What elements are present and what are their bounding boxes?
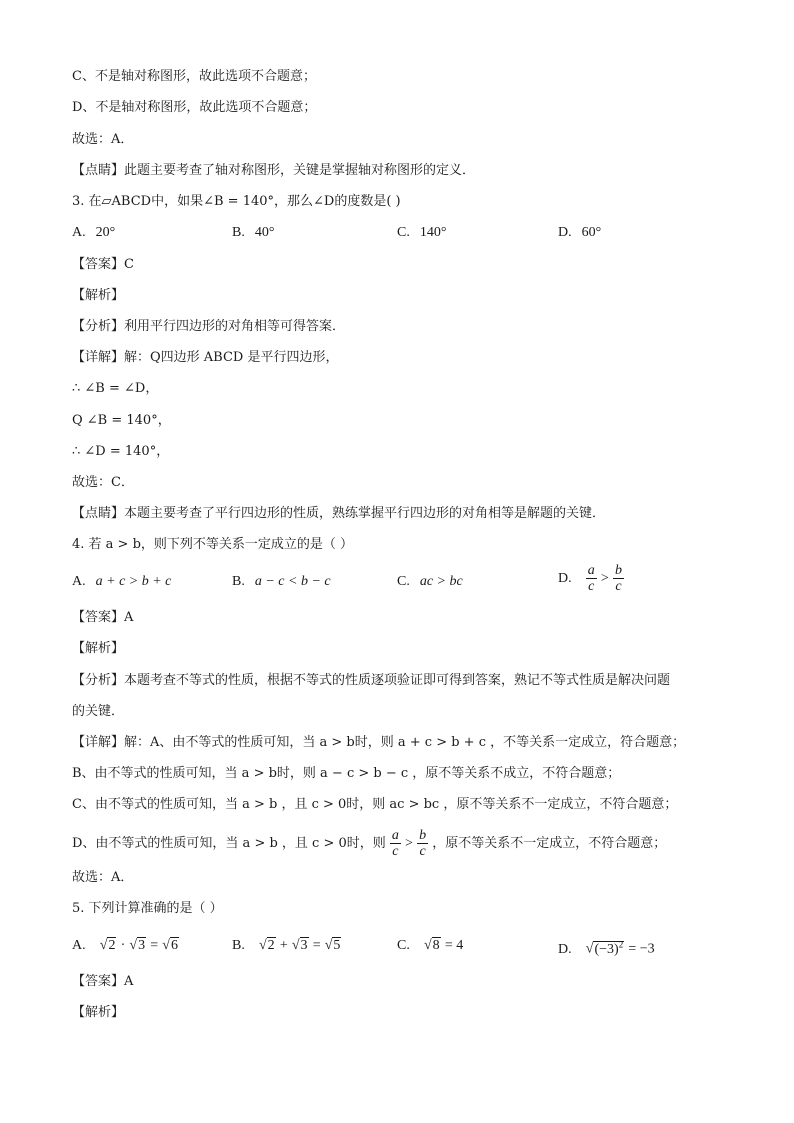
fraction: $\frac{a}{c}$ — [391, 828, 399, 859]
q3-option-c: C. 140° — [397, 225, 447, 240]
answer-label: 【答案】A — [72, 974, 134, 989]
text-line: D、不是轴对称图形，故此选项不合题意； — [72, 100, 317, 115]
analysis-label: 【解析】 — [72, 641, 125, 656]
q5-option-a: A. √2 · √3 = √6 — [72, 938, 178, 953]
analysis-label: 【解析】 — [72, 1005, 125, 1020]
answer-label: 【答案】C — [72, 257, 134, 272]
fraction: $\frac{b}{c}$ — [614, 563, 622, 594]
text-line: D、由不等式的性质可知，当 a > b ，且 c > 0时，则 $\frac{a}{c}$ > $\frac{b}{c}$ ，原不等关系不一定成立，不符合题意； — [72, 828, 667, 859]
text-line: 【分析】利用平行四边形的对角相等可得答案． — [72, 319, 346, 334]
text-line: Q ∠B = 140°， — [72, 413, 171, 428]
question-4: 4. 若 a > b，则下列不等关系一定成立的是（ ） — [72, 537, 354, 552]
text-line: C、不是轴对称图形，故此选项不合题意； — [72, 69, 316, 84]
q3-option-b: B. 40° — [232, 225, 275, 240]
text-line: 故选：A． — [72, 870, 134, 885]
text-line: 的关键． — [72, 704, 125, 719]
question-3: 3. 在▱ABCD中，如果∠B = 140°，那么∠D的度数是( ) — [72, 194, 401, 209]
fraction: $\frac{a}{c}$ — [587, 563, 595, 594]
fraction: $\frac{b}{c}$ — [419, 828, 427, 859]
q5-option-d: D. $√(-3)^2 = -3$ — [558, 939, 655, 957]
text-line: B、由不等式的性质可知，当 a > b时，则 a − c > b − c ，原不等关系不成立，不符合题意； — [72, 766, 621, 781]
tip-line: 【点睛】本题主要考查了平行四边形的性质，熟练掌握平行四边形的对角相等是解题的关键． — [72, 506, 606, 521]
analysis-label: 【解析】 — [72, 288, 125, 303]
q4-option-a: A. a + c > b + c — [72, 574, 172, 589]
q4-option-b: B. a − c < b − c — [232, 574, 331, 589]
q5-option-b: B. √2 + √3 = √5 — [232, 938, 341, 953]
text-line: C、由不等式的性质可知，当 a > b ，且 c > 0时，则 ac > bc ，原不等关系不一定成立，不符合题意； — [72, 797, 678, 812]
text-line: 【分析】本题考查不等式的性质，根据不等式的性质逐项验证即可得到答案，熟记不等式性质是解决问题 — [72, 673, 671, 688]
tip-line: 【点睛】此题主要考查了轴对称图形，关键是掌握轴对称图形的定义． — [72, 163, 476, 178]
text-line: 故选：C． — [72, 475, 134, 490]
text-line: ∴ ∠B = ∠D， — [72, 381, 159, 396]
answer-label: 【答案】A — [72, 610, 134, 625]
text-line: 故选：A． — [72, 132, 134, 147]
text-line: 【详解】解：A、由不等式的性质可知，当 a > b时，则 a + c > b + c ，不等关系一定成立，符合题意； — [72, 735, 686, 750]
text-line: 【详解】解：Q四边形 ABCD 是平行四边形， — [72, 350, 339, 365]
q3-option-a: A. 20° — [72, 225, 116, 240]
q5-option-c: C. √8 = 4 — [397, 938, 464, 953]
q4-option-c: C. ac > bc — [397, 574, 463, 589]
text-line: ∴ ∠D = 140°， — [72, 444, 170, 459]
q4-option-d: D. $\frac{a}{c}$ > $\frac{b}{c}$ — [558, 563, 622, 594]
q3-option-d: D. 60° — [558, 225, 602, 240]
question-5: 5. 下列计算准确的是（ ） — [72, 901, 223, 916]
